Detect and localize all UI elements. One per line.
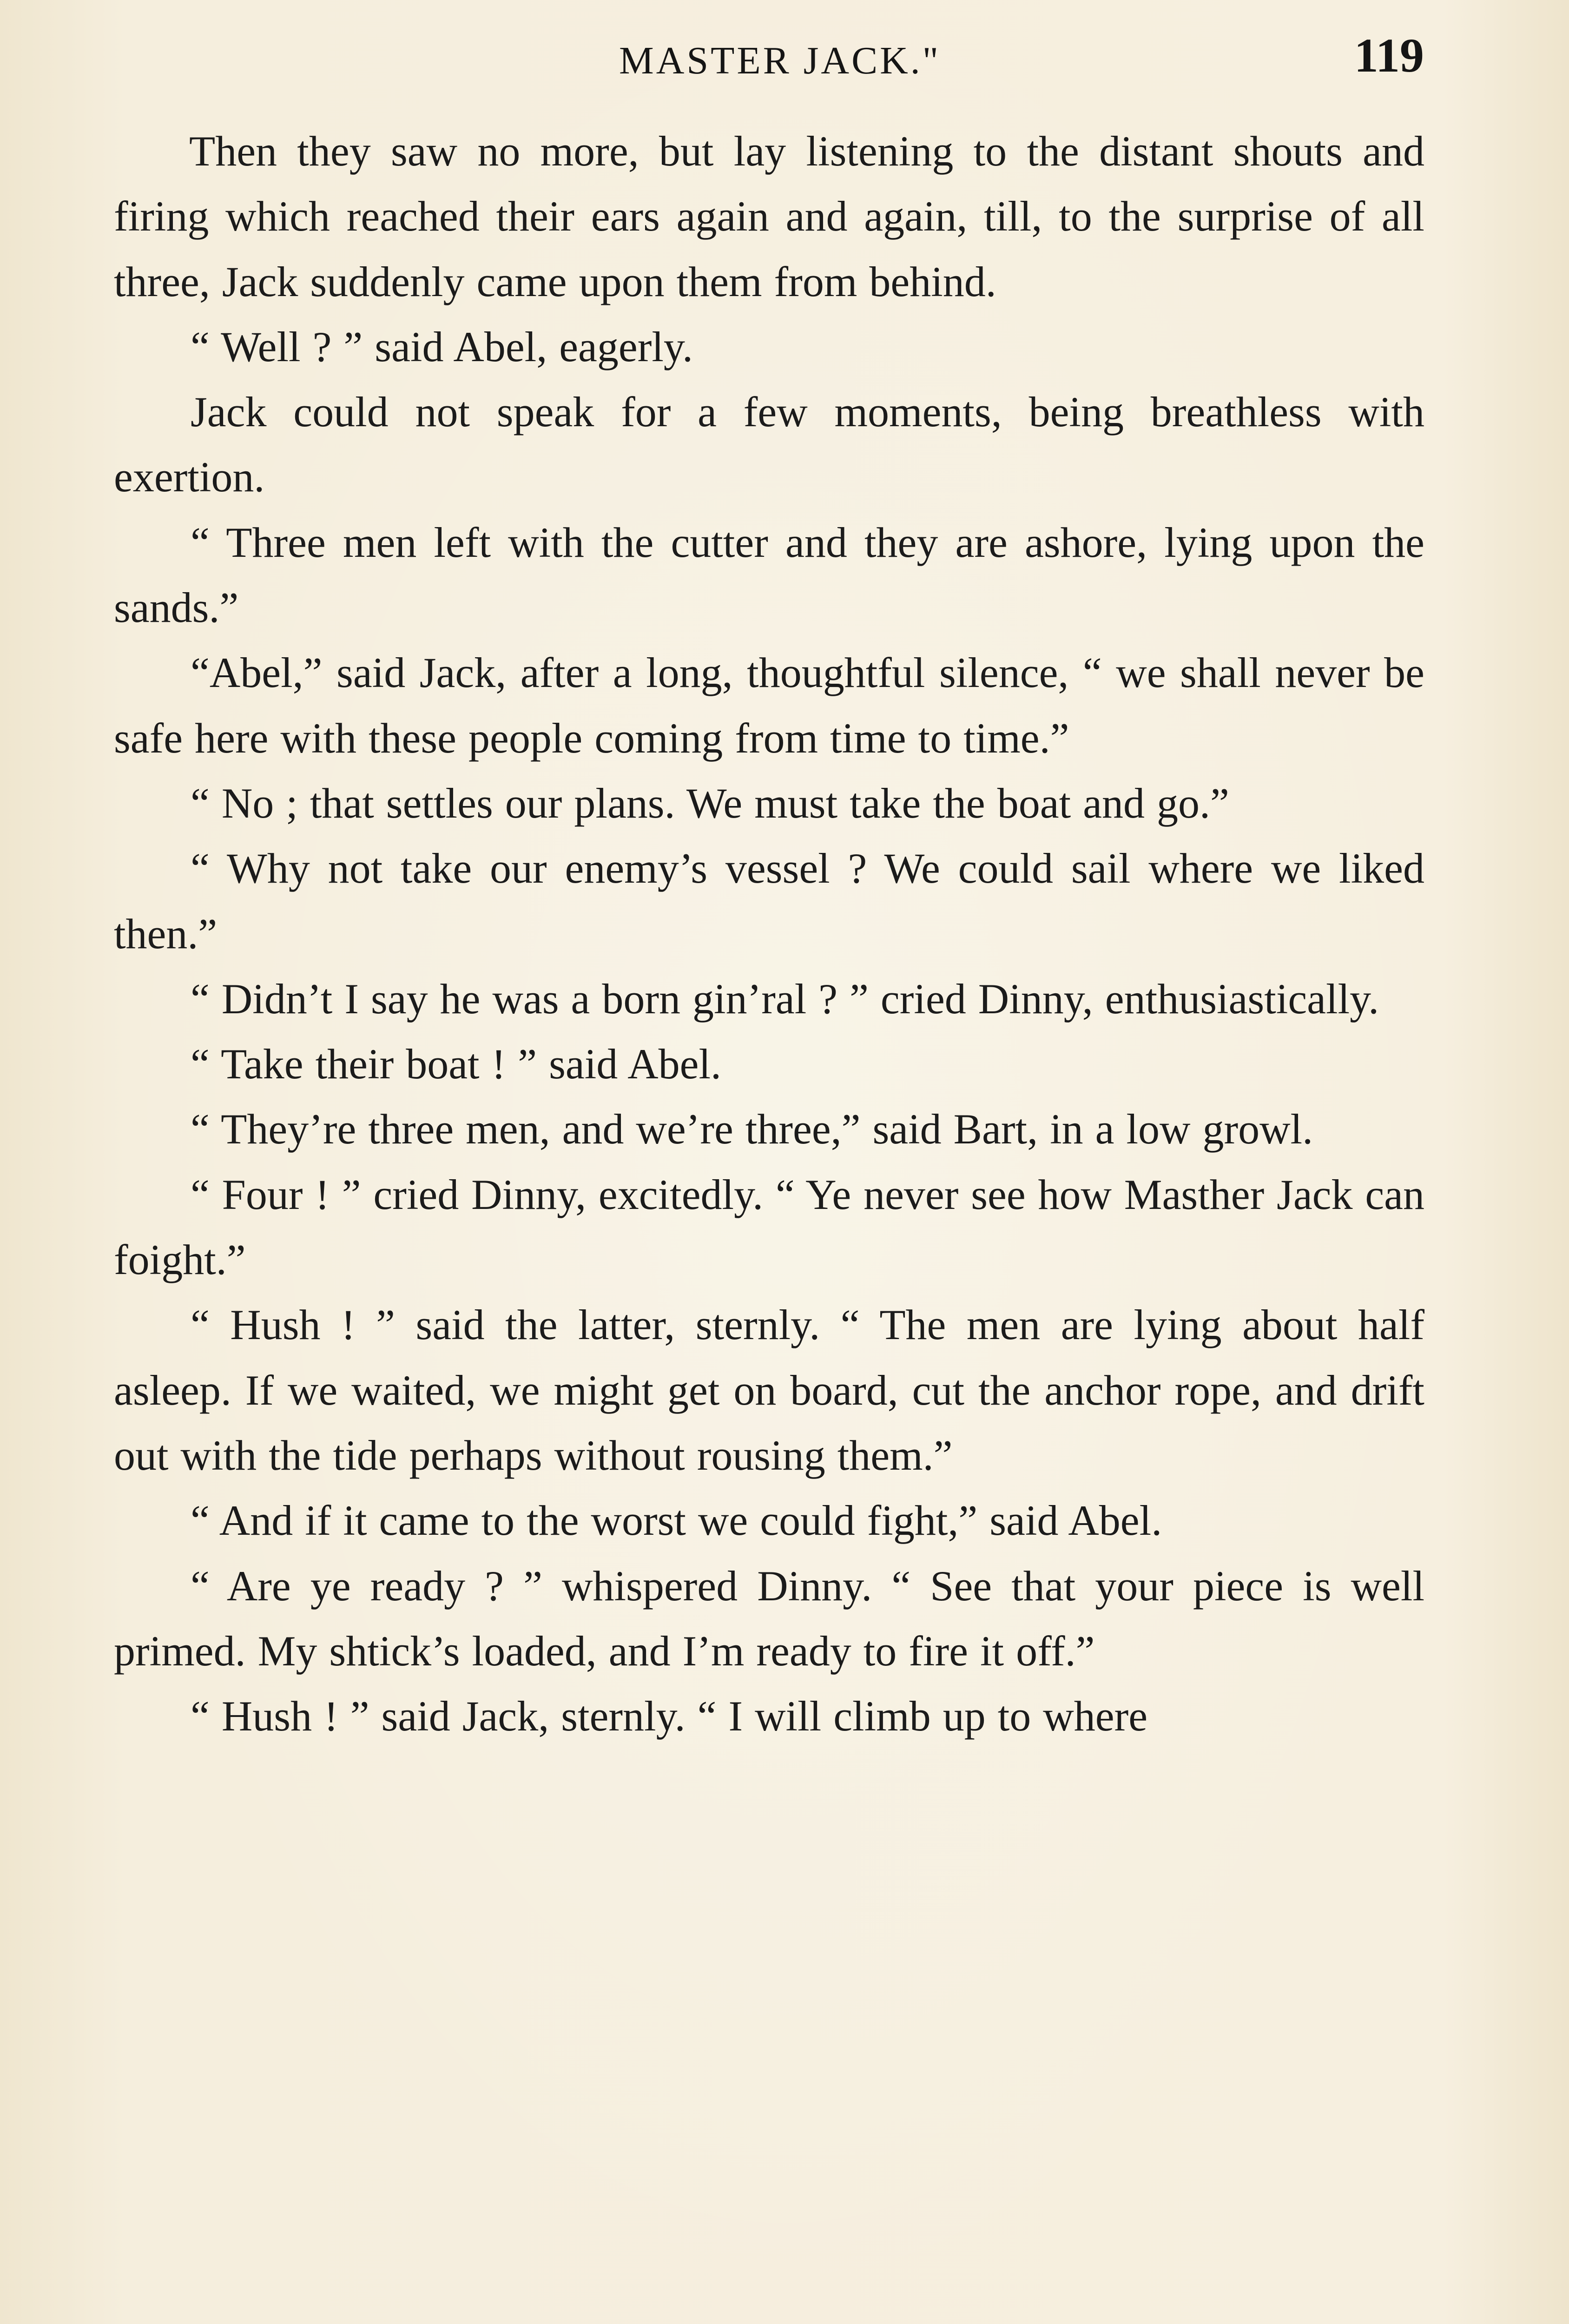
paragraph: Then they saw no more, but lay listening to the distant shouts and firing which reached their ears again and again, till, to the surprise of all three, Jack suddenly came upon them from behind. bbox=[114, 127, 1424, 305]
paragraph: “ No ; that settles our plans. We must take the boat and go.” bbox=[191, 779, 1229, 827]
paragraph: “ Are ye ready ? ” whispered Dinny. “ See that your piece is well primed. My shtick’s loaded, and I’m ready to fire it off.” bbox=[114, 1562, 1424, 1675]
paragraph: “Abel,” said Jack, after a long, thoughtful silence, “ we shall never be safe here with these people coming from time to time.” bbox=[114, 649, 1424, 762]
paragraph: “ Hush ! ” said the latter, sternly. “ The men are lying about half asleep. If we waited, we might get on board, cut the anchor rope, and drift out with the tide perhaps without rousing them.” bbox=[114, 1301, 1424, 1479]
paragraph: “ Hush ! ” said Jack, sternly. “ I will climb up to where bbox=[191, 1692, 1148, 1740]
page-number: 119 bbox=[1354, 29, 1424, 82]
running-head: MASTER JACK." bbox=[619, 39, 941, 82]
paragraph: “ Four ! ” cried Dinny, excitedly. “ Ye never see how Masther Jack can foight.” bbox=[114, 1170, 1424, 1284]
paragraph: “ Well ? ” said Abel, eagerly. bbox=[191, 323, 693, 370]
paragraph: “ Three men left with the cutter and they are ashore, lying upon the sands.” bbox=[114, 518, 1424, 632]
paragraph: “ And if it came to the worst we could fight,” said Abel. bbox=[191, 1497, 1162, 1545]
paragraph: “ They’re three men, and we’re three,” said Bart, in a low growl. bbox=[191, 1105, 1313, 1153]
body-text bbox=[114, 119, 1424, 1749]
page-header bbox=[0, 28, 1569, 84]
paragraph: Jack could not speak for a few moments, being breathless with exertion. bbox=[114, 388, 1424, 501]
paragraph: “ Take their boat ! ” said Abel. bbox=[191, 1040, 722, 1088]
paragraph: “ Why not take our enemy’s vessel ? We could sail where we liked then.” bbox=[114, 845, 1424, 957]
paragraph: “ Didn’t I say he was a born gin’ral ? ” cried Dinny, enthusiastically. bbox=[191, 975, 1379, 1023]
